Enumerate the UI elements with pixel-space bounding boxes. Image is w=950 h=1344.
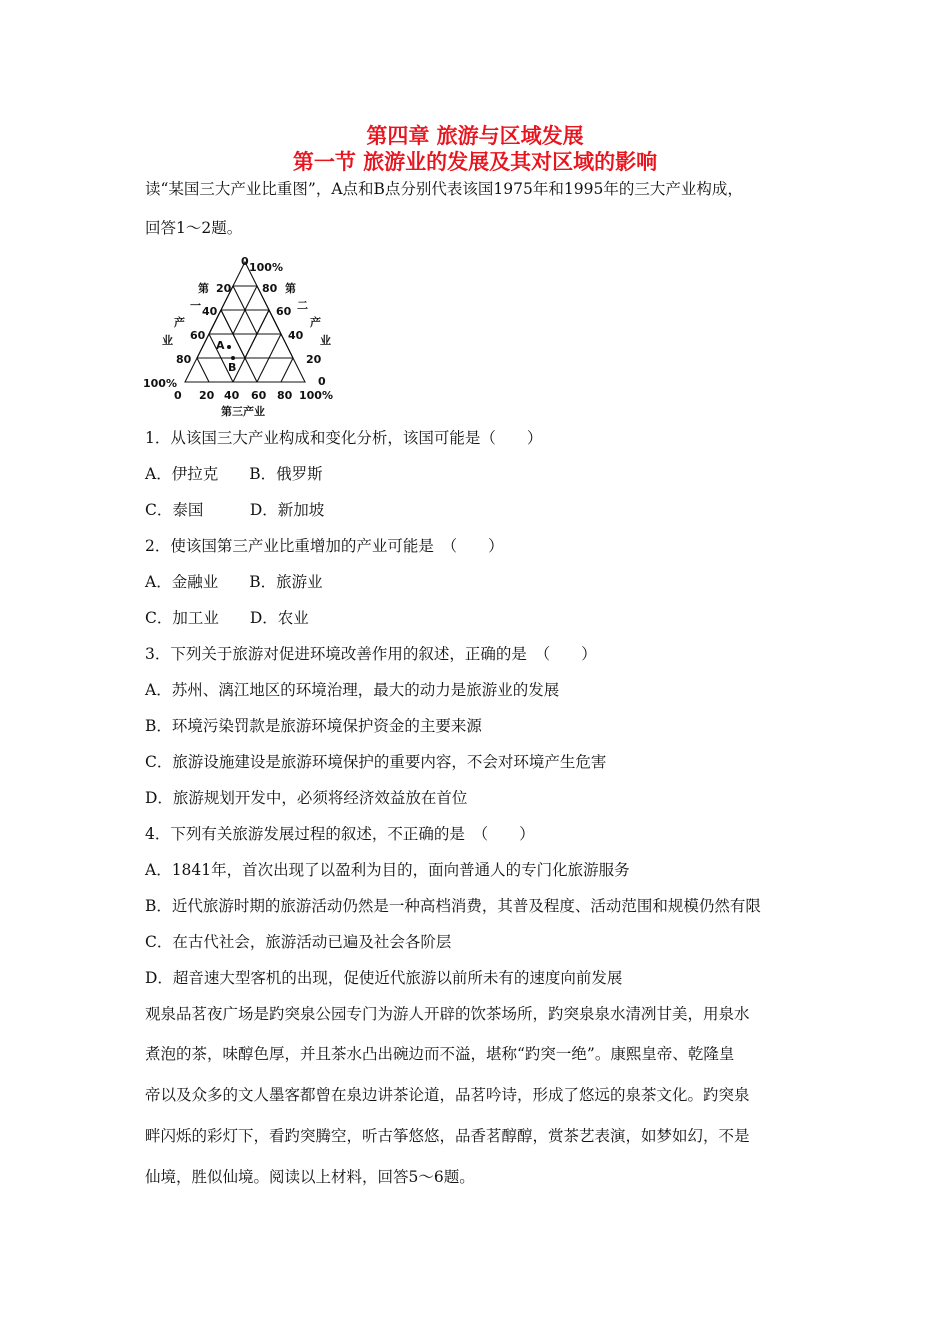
passage-line: 仙境，胜似仙境。阅读以上材料，回答5～6题。 [145,1168,475,1186]
question-option: C．旅游设施建设是旅游环境保护的重要内容，不会对环境产生危害 [145,753,607,771]
question-option: A．金融业 B．旅游业 [145,573,323,591]
question-option: C．在古代社会，旅游活动已遍及社会各阶层 [145,933,452,951]
left-axis-label: 第 [198,282,209,295]
question-option: C．泰国 D．新加坡 [145,501,325,519]
question-option: A．1841年，首次出现了以盈利为目的，面向普通人的专门化旅游服务 [145,861,630,879]
bottom-tick: 40 [224,389,240,402]
left-tick: 20 [216,282,232,295]
passage-line: 畔闪烁的彩灯下，看趵突腾空，听古筝悠悠，品香茗醇醇，赏茶艺表演，如梦如幻，不是 [145,1127,750,1145]
question-option: A．苏州、漓江地区的环境治理，最大的动力是旅游业的发展 [145,681,560,699]
right-tick: 20 [306,353,322,366]
bottom-left-corner-label: 100% [143,377,177,390]
bottom-tick: 20 [199,389,215,402]
left-axis-label: 业 [162,334,173,347]
bottom-axis-label: 第三产业 [221,405,265,418]
question-line: 2．使该国第三产业比重增加的产业可能是 （ ） [145,537,504,555]
bottom-tick: 100% [299,389,333,402]
industry-triangle-diagram [140,252,350,424]
right-axis-label: 第 [285,282,296,295]
left-tick: 60 [190,329,206,342]
right-tick: 60 [276,305,292,318]
right-tick: 40 [288,329,304,342]
passage-line: 煮泡的茶，味醇色厚，并且茶水凸出碗边而不溢，堪称“趵突一绝”。康熙皇帝、乾隆皇 [145,1045,735,1063]
apex-zero-label: 0 [241,255,249,268]
point-a-marker [227,345,231,349]
left-axis-label: 一 [190,299,201,312]
question-line: 1．从该国三大产业构成和变化分析，该国可能是（ ） [145,429,543,447]
point-b-label: B [228,361,237,374]
triangle-grid [185,262,305,382]
bottom-tick: 60 [251,389,267,402]
passage-line: 观泉品茗夜广场是趵突泉公园专门为游人开辟的饮茶场所，趵突泉泉水清冽甘美，用泉水 [145,1005,750,1023]
left-tick: 80 [176,353,192,366]
bottom-tick: 80 [277,389,293,402]
right-axis-label: 产 [310,316,321,329]
passage-line: 帝以及众多的文人墨客都曾在泉边讲茶论道，品茗吟诗，形成了悠远的泉茶文化。趵突泉 [145,1086,750,1104]
question-option: A．伊拉克 B．俄罗斯 [145,465,323,483]
question-option: C．加工业 D．农业 [145,609,309,627]
right-axis-label: 业 [320,334,331,347]
left-tick: 40 [202,305,218,318]
point-a-label: A [216,339,225,352]
question-line: 4．下列有关旅游发展过程的叙述，不正确的是 （ ） [145,825,535,843]
apex-percent-label: 100% [249,261,283,274]
right-axis-label: 二 [297,299,308,312]
question-option: D．旅游规划开发中，必须将经济效益放在首位 [145,789,468,807]
point-b-marker [231,356,235,360]
left-axis-label: 产 [174,316,185,329]
question-option: B．近代旅游时期的旅游活动仍然是一种高档消费，其普及程度、活动范围和规模仍然有限 [145,897,761,915]
chapter-title: 第四章 旅游与区域发展 [366,124,584,148]
bottom-right-corner-label: 0 [318,375,326,388]
intro-line: 读“某国三大产业比重图”，A点和B点分别代表该国1975年和1995年的三大产业构成， [145,180,743,198]
section-title: 第一节 旅游业的发展及其对区域的影响 [292,150,658,174]
bottom-tick: 0 [174,389,182,402]
question-line: 3．下列关于旅游对促进环境改善作用的叙述，正确的是 （ ） [145,645,597,663]
question-option: B．环境污染罚款是旅游环境保护资金的主要来源 [145,717,482,735]
intro-line: 回答1～2题。 [145,219,243,237]
question-option: D．超音速大型客机的出现，促使近代旅游以前所未有的速度向前发展 [145,969,623,987]
right-tick: 80 [262,282,278,295]
